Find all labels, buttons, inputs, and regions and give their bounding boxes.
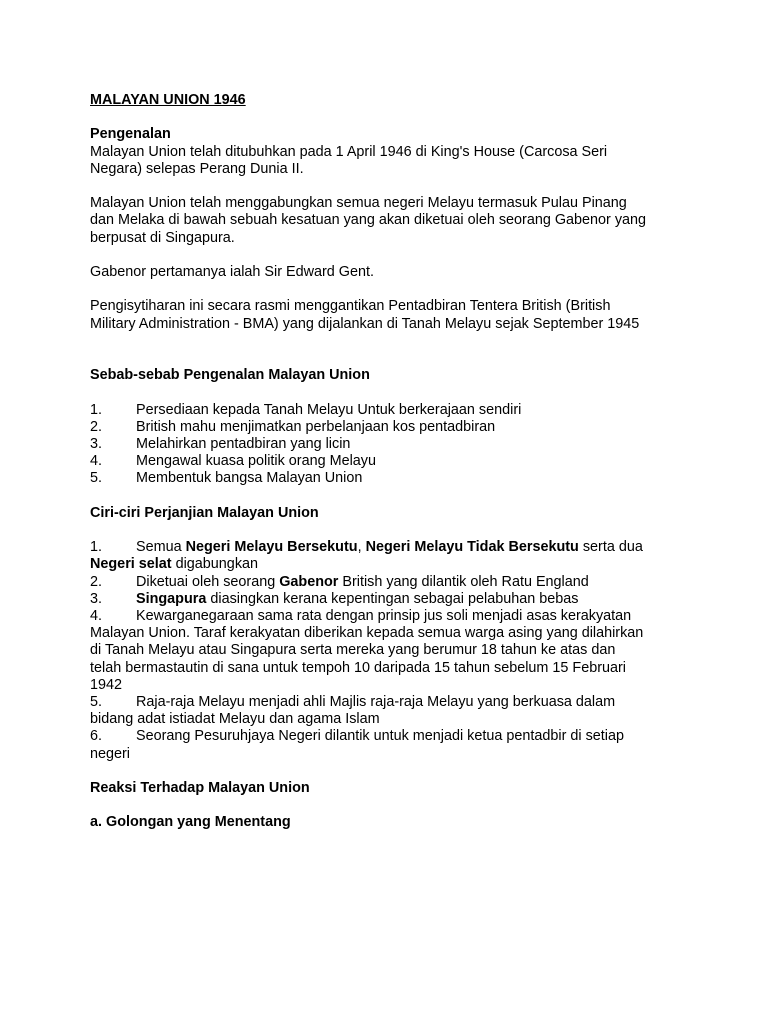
section-heading-reaksi: Reaksi Terhadap Malayan Union: [90, 779, 310, 796]
list-text: Membentuk bangsa Malayan Union: [136, 470, 363, 487]
paragraph-line: Military Administration - BMA) yang dijalankan di Tanah Melayu sejak September 1945: [90, 315, 640, 332]
document-body: [90, 92, 690, 832]
list-number: 4.: [90, 453, 103, 470]
list-number: 4.: [90, 607, 103, 624]
paragraph-line: Malayan Union telah menggabungkan semua negeri Melayu termasuk Pulau Pinang: [90, 195, 627, 212]
list-text: ,: [357, 539, 366, 556]
section-heading-pengenalan: Pengenalan: [90, 126, 171, 143]
list-item: [90, 453, 690, 470]
list-text: Persediaan kepada Tanah Melayu Untuk berkerajaan sendiri: [136, 401, 522, 418]
list-number: 3.: [90, 590, 103, 607]
spacer: [90, 247, 690, 264]
bold-term: Negeri Melayu Tidak Bersekutu: [365, 539, 579, 556]
spacer: [90, 488, 690, 505]
list-item-continuation: telah bermastautin di sana untuk tempoh 10 daripada 15 tahun sebelum 15 Februari: [90, 659, 627, 676]
list-text: Mengawal kuasa politik orang Melayu: [136, 453, 376, 470]
bold-term: Negeri Melayu Bersekutu: [185, 539, 358, 556]
section-heading-ciri: Ciri-ciri Perjanjian Malayan Union: [90, 504, 319, 521]
spacer: [90, 333, 690, 350]
list-item-continuation: [90, 556, 690, 573]
spacer: [90, 109, 690, 126]
list-text: British mahu menjimatkan perbelanjaan kos pentadbiran: [136, 418, 496, 435]
spacer: [90, 350, 690, 367]
list-text: Diketuai oleh seorang: [136, 573, 280, 590]
list-text: Melahirkan pentadbiran yang licin: [136, 435, 351, 452]
list-item-continuation: di Tanah Melayu atau Singapura serta mereka yang berumur 18 tahun ke atas dan: [90, 642, 616, 659]
list-number: 2.: [90, 418, 103, 435]
list-item: [90, 436, 690, 453]
spacer: [90, 763, 690, 780]
subsection-heading: a. Golongan yang Menentang: [90, 814, 291, 831]
paragraph-line: Gabenor pertamanya ialah Sir Edward Gent.: [90, 263, 374, 280]
list-item: [90, 694, 690, 711]
list-item-continuation: 1942: [90, 676, 123, 693]
list-number: 5.: [90, 693, 103, 710]
list-item: [90, 591, 690, 608]
bold-term: Gabenor: [279, 573, 339, 590]
spacer: [90, 178, 690, 195]
list-item-continuation: Malayan Union. Taraf kerakyatan diberikan kepada semua warga asing yang dilahirkan: [90, 625, 644, 642]
list-text: digabungkan: [171, 556, 259, 573]
spacer: [90, 797, 690, 814]
list-text: Raja-raja Melayu menjadi ahli Majlis raja-raja Melayu yang berkuasa dalam: [136, 693, 616, 710]
document-title: MALAYAN UNION 1946: [90, 92, 246, 108]
list-text: diasingkan kerana kepentingan sebagai pelabuhan bebas: [206, 590, 579, 607]
paragraph-line: Negara) selepas Perang Dunia II.: [90, 160, 304, 177]
paragraph-line: Pengisytiharan ini secara rasmi menggantikan Pentadbiran Tentera British (British: [90, 298, 611, 315]
list-item-continuation: negeri: [90, 745, 131, 762]
paragraph-line: berpusat di Singapura.: [90, 229, 235, 246]
list-number: 2.: [90, 573, 103, 590]
bold-term: Negeri selat: [90, 556, 172, 573]
spacer: [90, 281, 690, 298]
list-text: Semua: [136, 539, 186, 556]
list-text: Seorang Pesuruhjaya Negeri dilantik untuk menjadi ketua pentadbir di setiap: [136, 728, 624, 745]
list-number: 1.: [90, 401, 103, 418]
list-text: serta dua: [578, 539, 643, 556]
bold-term: Singapura: [136, 590, 207, 607]
list-item: [90, 419, 690, 436]
list-text: Kewarganegaraan sama rata dengan prinsip jus soli menjadi asas kerakyatan: [136, 607, 632, 624]
paragraph-line: dan Melaka di bawah sebuah kesatuan yang akan diketuai oleh seorang Gabenor yang: [90, 212, 647, 229]
list-number: 6.: [90, 728, 103, 745]
list-number: 5.: [90, 470, 103, 487]
list-item: [90, 608, 690, 625]
list-item: [90, 470, 690, 487]
list-item: [90, 402, 690, 419]
list-number: 3.: [90, 435, 103, 452]
list-item-continuation: bidang adat istiadat Melayu dan agama Islam: [90, 711, 380, 728]
spacer: [90, 384, 690, 401]
list-text: British yang dilantik oleh Ratu England: [338, 573, 589, 590]
list-item: [90, 539, 690, 556]
list-item: [90, 574, 690, 591]
spacer: [90, 522, 690, 539]
section-heading-sebab: Sebab-sebab Pengenalan Malayan Union: [90, 367, 370, 384]
list-item: [90, 728, 690, 745]
paragraph-line: Malayan Union telah ditubuhkan pada 1 April 1946 di King's House (Carcosa Seri: [90, 143, 608, 160]
list-number: 1.: [90, 539, 103, 556]
